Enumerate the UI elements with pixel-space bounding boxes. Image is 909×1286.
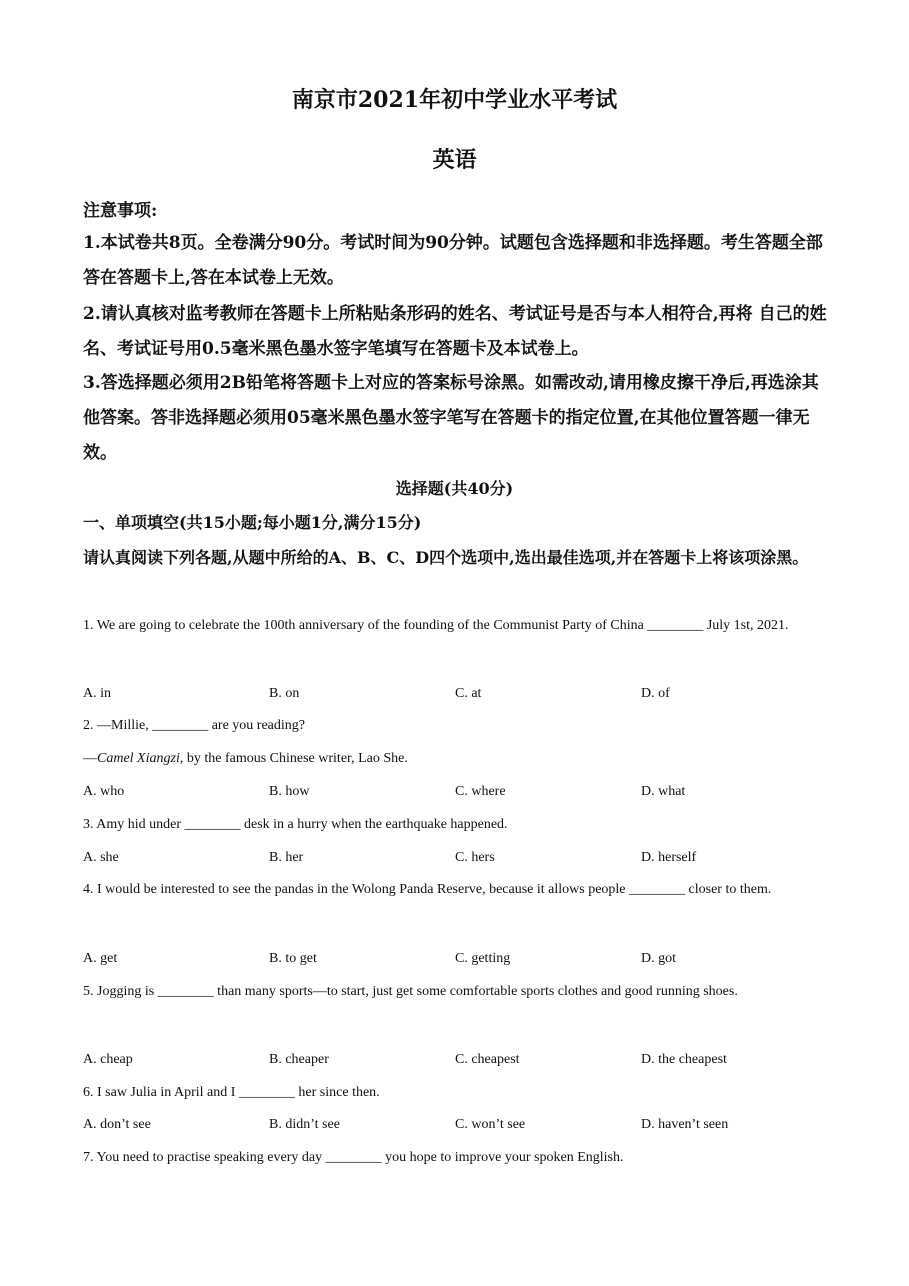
section-instructions: 请认真阅读下列各题,从题中所给的A、B、C、D四个选项中,选出最佳选项,并在答题卡上将该项涂黑。 xyxy=(83,548,809,567)
option-d: D. of xyxy=(641,686,670,701)
option-b: B. didn’t see xyxy=(269,1117,340,1132)
exam-title: 南京市2021年初中学业水平考试 xyxy=(291,87,618,113)
question-5-options xyxy=(83,1049,828,1071)
answer-dash: — xyxy=(83,751,97,766)
question-3: 3. Amy hid under ________ desk in a hurry when the earthquake happened. xyxy=(83,817,508,832)
option-a: A. cheap xyxy=(83,1052,133,1067)
option-d: D. haven’t seen xyxy=(641,1117,729,1132)
option-d: D. the cheapest xyxy=(641,1052,727,1067)
question-1-options xyxy=(83,683,828,705)
option-c: C. hers xyxy=(455,850,495,865)
question-2-answer xyxy=(83,742,828,776)
option-c: C. where xyxy=(455,784,506,799)
notice-item-3: 3.答选择题必须用2B铅笔将答题卡上对应的答案标号涂黑。如需改动,请用橡皮擦干净后,再选涂其他答案。答非选择题必须用05毫米黑色墨水签字笔写在答题卡的指定位置,在其他位置答题一律无效。 xyxy=(83,373,819,463)
book-title: Camel Xiangzi xyxy=(97,751,180,766)
option-a: A. in xyxy=(83,686,111,701)
notice-heading: 注意事项: xyxy=(83,201,158,221)
option-c: C. at xyxy=(455,686,482,701)
part-title: 一、单项填空(共15小题;每小题1分,满分15分) xyxy=(83,513,422,532)
option-b: B. how xyxy=(269,784,310,799)
subject-title: 英语 xyxy=(432,147,477,173)
section-title: 选择题(共40分) xyxy=(395,479,514,498)
question-6: 6. I saw Julia in April and I ________ her since then. xyxy=(83,1085,380,1100)
option-c: C. getting xyxy=(455,951,511,966)
option-a: A. she xyxy=(83,850,119,865)
question-4-options xyxy=(83,948,828,970)
option-a: A. who xyxy=(83,784,125,799)
question-4: 4. I would be interested to see the pandas in the Wolong Panda Reserve, because it allows people ________ closer to them. xyxy=(83,882,772,897)
notice-item-2: 2.请认真核对监考教师在答题卡上所粘贴条形码的姓名、考试证号是否与本人相符合,再将 自己的姓名、考试证号用0.5毫米黑色墨水签字笔填写在答题卡及本试卷上。 xyxy=(83,304,827,359)
question-3-options xyxy=(83,847,828,869)
option-b: B. her xyxy=(269,850,304,865)
option-c: C. cheapest xyxy=(455,1052,520,1067)
question-2-options xyxy=(83,781,828,803)
option-a: A. get xyxy=(83,951,118,966)
question-6-options xyxy=(83,1114,828,1136)
question-2: 2. —Millie, ________ are you reading? xyxy=(83,718,306,733)
option-d: D. got xyxy=(641,951,676,966)
question-7: 7. You need to practise speaking every day ________ you hope to improve your spoken English. xyxy=(83,1150,624,1165)
question-5: 5. Jogging is ________ than many sports—to start, just get some comfortable sports clothes and good running shoes. xyxy=(83,984,738,999)
option-d: D. what xyxy=(641,784,686,799)
question-1: 1. We are going to celebrate the 100th anniversary of the founding of the Communist Party of China ________ July 1st, 2021. xyxy=(83,618,789,633)
option-d: D. herself xyxy=(641,850,697,865)
option-c: C. won’t see xyxy=(455,1117,526,1132)
option-a: A. don’t see xyxy=(83,1117,151,1132)
option-b: B. to get xyxy=(269,951,317,966)
option-b: B. cheaper xyxy=(269,1052,329,1067)
answer-rest: , by the famous Chinese writer, Lao She. xyxy=(179,751,408,766)
option-b: B. on xyxy=(269,686,300,701)
notice-item-1: 1.本试卷共8页。全卷满分90分。考试时间为90分钟。试题包含选择题和非选择题。考生答题全部答在答题卡上,答在本试卷上无效。 xyxy=(83,233,823,288)
